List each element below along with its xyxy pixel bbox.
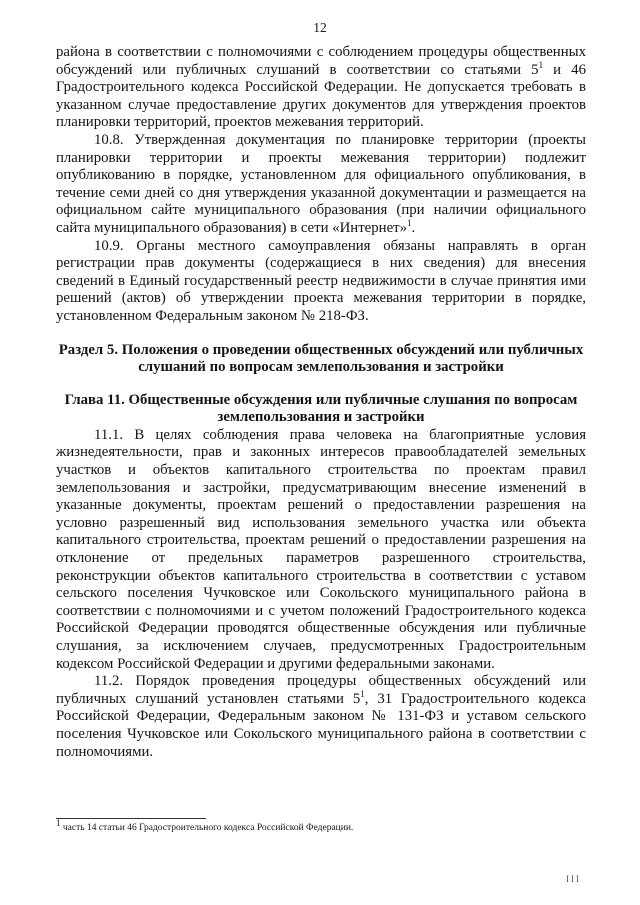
footnote	[56, 817, 586, 834]
chapter-heading: Глава 11. Общественные обсуждения или публичные слушания по вопросам землепользования и застройки	[64, 391, 578, 426]
footnote-divider	[56, 818, 206, 819]
paragraph-10-9: 10.9. Органы местного самоуправления обязаны направлять в орган регистрации прав документы (содержащиеся в них сведения) для внесения сведений в Единый государственный реестр недвижимости в случае принятия ими решений (актов) об утверждении проекта межевания территории в порядке, установленном Федеральным законом № 218-ФЗ.	[56, 237, 586, 324]
paragraph-tail: , 31 Градостроительного кодекса Российской Федерации, Федеральным законом № 131-ФЗ и уставом сельского поселения Чучковское или Сокольского муниципального района в соответствии с полномочиями.	[56, 690, 586, 760]
paragraph-tail: и 46 Градостроительного кодекса Российской Федерации. Не допускается требовать в указанном случае предоставление других документов для утверждения проектов планировки территорий, проектов межевания территорий.	[56, 61, 586, 131]
footnote-ref: 1	[407, 218, 412, 229]
page-mark: III	[566, 874, 581, 884]
superscript: 1	[538, 59, 544, 70]
paragraph-11-2	[56, 673, 586, 761]
superscript: 1	[360, 688, 365, 699]
section-heading: Раздел 5. Положения о проведении общественных обсуждений или публичных слушаний по вопросам землепользования и застройки	[58, 341, 584, 376]
document-body	[56, 44, 586, 761]
paragraph-text: 11.2. Порядок проведения процедуры общественных обсуждений или публичных слушаний установлен статьями 5	[56, 673, 586, 707]
paragraph-continuation	[56, 44, 586, 132]
footnote-text: часть 14 статьи 46 Градостроительного кодекса Российской Федерации.	[60, 823, 354, 833]
paragraph-10-8	[56, 132, 586, 238]
footnote-marker: 1	[56, 817, 61, 828]
paragraph-text: 10.8. Утвержденная документация по планировке территории (проекты планировки территории и проекты межевания территории) подлежит опубликованию в порядке, установленном для официального опубликования, в течение семи дней со дня утверждения указанной документации и размещается на официальном сайте муниципального образования (при наличии официального сайта муниципального образования) в сети «Интернет»	[56, 131, 586, 236]
page-number: 12	[313, 20, 327, 35]
paragraph-text: района в соответствии с полномочиями с соблюдением процедуры общественных обсуждений или публичных слушаний в соответствии со статьями 5	[56, 44, 586, 78]
paragraph-11-1: 11.1. В целях соблюдения права человека на благоприятные условия жизнедеятельности, прав и законных интересов правообладателей земельных участков и объектов капитального строительства по проектам правил землепользования и застройки, предусматривающим внесение изменений в указанные документы, проектам решений о предоставлении разрешения на условно разрешенный вид использования земельного участка или объекта капитального строительства, проектам решений о предоставлении разрешения на отклонение от предельных параметров разрешенного строительства, реконструкции объектов капитального строительства в соответствии с уставом сельского поселения Чучковское или Сокольского муниципального района в соответствии с полномочиями и с учетом положений Градостроительного кодекса Российской Федерации проводятся общественные обсуждения или публичные слушания, за исключением случаев, предусмотренных Градостроительным кодексом Российской Федерации и другими федеральными законами.	[56, 426, 586, 672]
paragraph-tail: .	[411, 219, 416, 236]
